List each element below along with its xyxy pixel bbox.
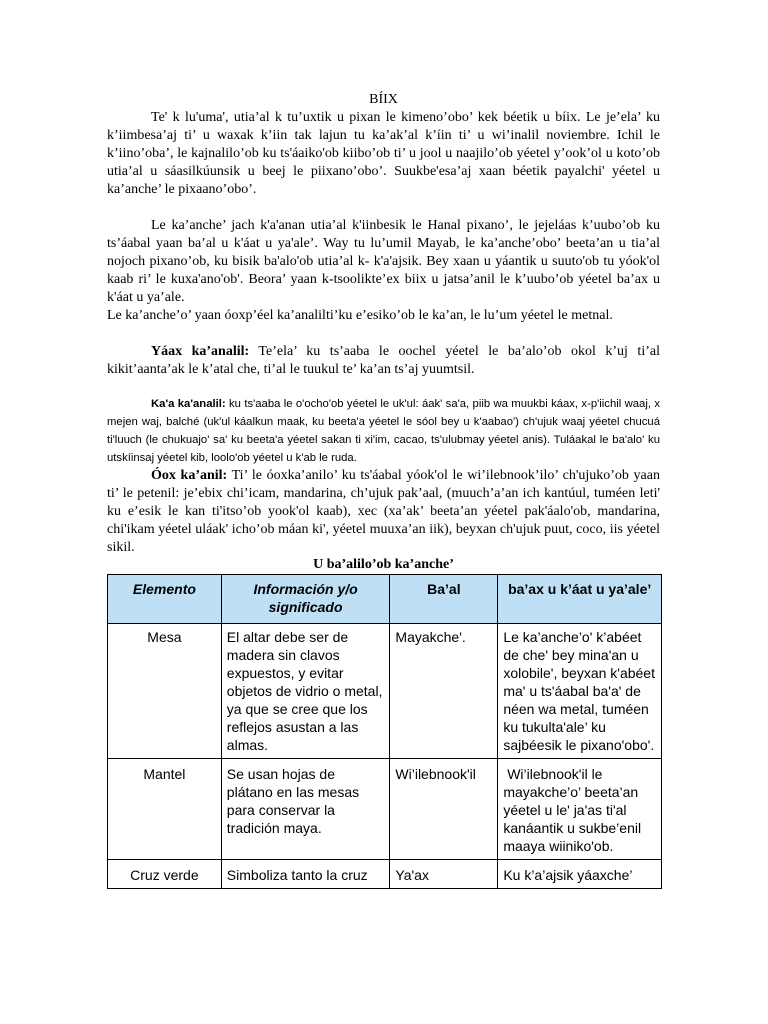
table-header-row [108,575,662,624]
cell-info: Se usan hojas de plátano en las mesas para conservar la tradición maya. [221,759,390,860]
cell-element: Mesa [108,624,222,759]
paragraph-kaanche: Le ka’anche’ jach k'a'anan utia’al k'iinbesik le Hanal pixano’, le jejeláas k’uubo’ob ku ts’áabal yaan ba’al u k'áat u ya'ale’. Way tu lu’umil Mayab, le ka’anche’obo’ beeta’an u tia’al nojoch pixano’ob, ku bisik ba'alo'ob utia’al k- k'a'ajsik. Bey xaan u yáantik u suuto'ob tu yóok'ol kaab ri’ le kuxa'ano'ob'. Beora’ yaan k-tsoolikte’ex biix u jatsa’anil le k’uubo’ob yéetel ba’ax u k'áat u ya’ale. [107,218,660,305]
table-caption: U ba’alilo’ob ka’anche’ [313,557,454,572]
paragraph-intro: Te' k lu'uma', utia’al k tu’uxtik u pixan le kimeno’obo’ kek béetik u bíix. Le je’ela’ ku k’iimbesa’aj ti’ u waxak k’iin tak lajun tu ka’ak’al k’íin ti’ u wi’inalil noviembre. Ichil le k’iino’oba’, le kajnalilo’ob ku ts'áaiko'ob kiibo’ob ti’ u jool u naajilo’ob yéetel y’ook’ol u koto’ob utia’al u sáasilkúunsik u beej le piixano’obo’. Suukbe'esa’aj xaan béetik payalchi' yéetel u ka’anche’ le pixaano’obo’. [107,110,660,197]
table-row [108,860,662,889]
elements-table [107,574,662,889]
cell-element: Mantel [108,759,222,860]
header-informacion: Información y/o significado [221,575,390,624]
first-level-label: Yáax ka’analil: [151,344,250,359]
cell-element: Cruz verde [108,860,222,889]
header-baal: Ba’al [390,575,498,624]
document-content [107,91,660,889]
cell-baal: Wi’ilebnook'il [390,759,498,860]
header-meaning: ba’ax u k’áat u ya’ale’ [498,575,662,624]
page-title: BÍIX [369,92,398,107]
paragraph-first-level [107,343,660,379]
first-level-text: Te’ela’ ku ts’aaba le oochel yéetel le ba’alo’ob okol k’uj ti’al kikit’aanta’ak le k’atal che, ti’al le tuukul te’ ka’an ts’aj yuumtsil. [107,344,660,377]
cell-info: Simboliza tanto la cruz [221,860,390,889]
cell-baal: Ya'ax [390,860,498,889]
third-level-label: Óox ka’anil: [151,468,228,483]
second-level-text: ku ts'aaba le o'ocho'ob yéetel le uk'ul: áak' sa'a, piib wa muukbi káax, x-p'iichil waaj, x mejen waj, balché (uk'ul káalkun maak, ku beeta'a yéetel le sóol bey u k'aabao') ch'ujuk waaj yéetel chucuá ti'luuch (le chukuajo' sa' ku beeta'a yéetel sakan ti xi'im, cacao, ts'ulubmay yéetel anis). Tuláakal le ba'alo' ku utskíinsaj yéetel kib, loolo'ob yéetel u k'ab le ruda. [107,398,660,464]
cell-meaning: Wi’ilebnook'il le mayakche’o’ beeta’an yéetel u le' ja'as ti'al kanáantik u sukbe’enil maaya wiiniko'ob. [498,759,662,860]
table-row [108,759,662,860]
cell-meaning: Le ka’anche’o' k’abéet de che' bey mina'an u xolobile', beyxan k'abéet ma' u ts'áabal ba'a' de néen wa metal, tuméen ku tukulta'ale’ ku sajbéesik le pixano'obo'. [498,624,662,759]
table-row [108,624,662,759]
paragraph-levels: Le ka’anche’o’ yaan óoxp’éel ka’analilti’ku e’esiko’ob le ka’an, le lu’um yéetel le metnal. [107,308,613,323]
cell-info: El altar debe ser de madera sin clavos expuestos, y evitar objetos de vidrio o metal, ya que se cree que los reflejos asustan a las almas. [221,624,390,759]
cell-baal: Mayakche'. [390,624,498,759]
paragraph-second-level [107,395,660,467]
third-level-text: Ti’ le óoxka’anilo’ ku ts'áabal yóok'ol le wi’ilebnook’ilo’ ch'ujuko’ob yaan ti’ le petenil: je’ebix chi’icam, mandarina, ch’ujuk pak’aal, (muuch’a’an ich kantúul, tuméen leti' ku e’esik le kan ti'itso’ob yook'ol kaab), xec (xa’ak’ beeta’an yéetel pak'áalo'ob, mandarina, chi'ikam yéetel uláak' icho’ob máan ki', yéetel muuxa’an iik), beyxan ch'ujuk puut, coco, iis yéetel sikil. [107,468,660,555]
paragraph-third-level [107,467,660,557]
header-elemento: Elemento [108,575,222,624]
cell-meaning: Ku k’a’ajsik yáaxche’ [498,860,662,889]
second-level-label: Ka'a ka'analil: [151,398,226,410]
